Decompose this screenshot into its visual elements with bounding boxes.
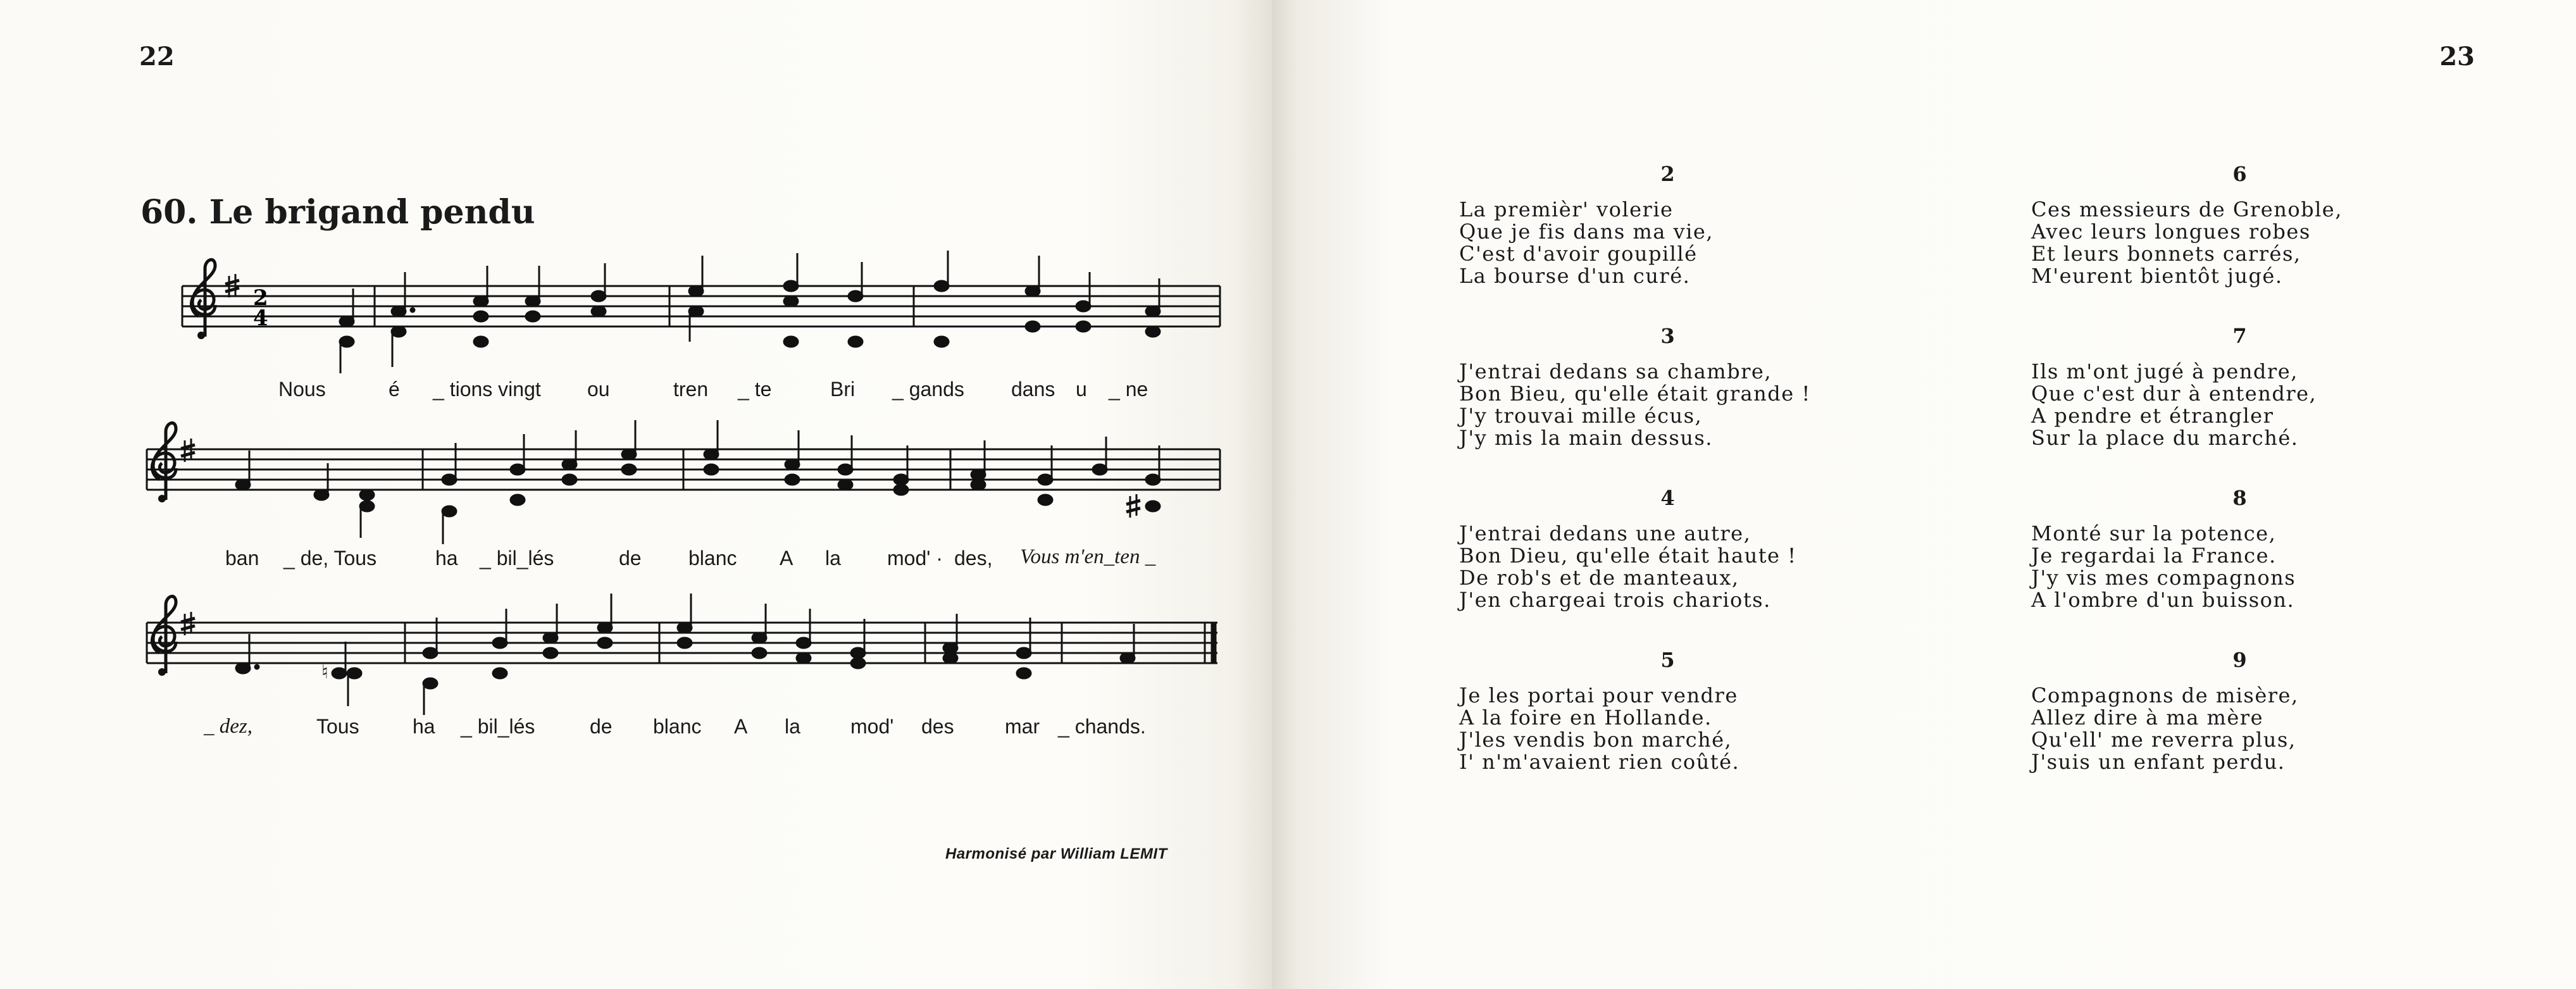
stanza-line: A la foire en Hollande. bbox=[1459, 706, 1712, 730]
stanza-number: 9 bbox=[2232, 648, 2248, 672]
lyric-syllable: mar bbox=[1005, 715, 1040, 738]
stanza-2 bbox=[1459, 162, 1877, 287]
stanza-line: J'y trouvai mille écus, bbox=[1459, 404, 1703, 428]
lyric-syllable: Nous bbox=[278, 378, 326, 401]
lyric-syllable: la bbox=[785, 715, 800, 738]
lyric-syllable: des bbox=[921, 715, 954, 738]
lyric-syllable: dans bbox=[1011, 378, 1055, 401]
natural-sign-icon: ♮ bbox=[321, 661, 328, 683]
song-title: 60. Le brigand pendu bbox=[140, 193, 535, 232]
stanza-6 bbox=[2031, 162, 2449, 287]
stanza-9 bbox=[2031, 648, 2449, 773]
stanza-line: Allez dire à ma mère bbox=[2031, 706, 2264, 730]
stanza-number: 2 bbox=[1660, 162, 1676, 186]
stanza-line: Que c'est dur à entendre, bbox=[2031, 382, 2317, 406]
stanza-5 bbox=[1459, 648, 1877, 773]
time-signature-bottom: 4 bbox=[253, 306, 268, 331]
lyric-syllable: ha bbox=[413, 715, 435, 738]
stanza-7 bbox=[2031, 324, 2449, 449]
left-page bbox=[0, 0, 1272, 989]
arranger-credit: Harmonisé par William LEMIT bbox=[945, 845, 1167, 862]
stanza-number: 5 bbox=[1660, 648, 1676, 672]
stanza-line: La bourse d'un curé. bbox=[1459, 264, 1691, 288]
staff-system-3 bbox=[147, 594, 1217, 715]
time-signature-top: 2 bbox=[253, 285, 268, 311]
stanza-3 bbox=[1459, 324, 1877, 449]
stanza-line: J'y vis mes compagnons bbox=[2031, 566, 2296, 590]
stanza-line: Et leurs bonnets carrés, bbox=[2031, 242, 2301, 266]
stanza-number: 6 bbox=[2232, 162, 2248, 186]
stanza-line: La premièr' volerie bbox=[1459, 197, 1674, 221]
accidental-sharp-icon bbox=[1126, 494, 1140, 518]
lyric-syllable: des, bbox=[954, 547, 993, 569]
page-number-right: 23 bbox=[2439, 42, 2475, 72]
stanza-line: J'entrai dedans sa chambre, bbox=[1459, 359, 1772, 383]
lyric-syllable: mod' bbox=[850, 715, 894, 738]
lyric-syllable: _ dez, bbox=[204, 715, 252, 738]
lyric-syllable: blanc bbox=[688, 547, 737, 569]
stanza-line: Je les portai pour vendre bbox=[1459, 683, 1738, 707]
stanza-line: J'en chargeai trois chariots. bbox=[1459, 588, 1771, 612]
stanza-number: 7 bbox=[2232, 324, 2248, 348]
stanza-line: Bon Dieu, qu'elle était haute ! bbox=[1459, 544, 1797, 568]
stanza-line: A l'ombre d'un buisson. bbox=[2031, 588, 2295, 612]
stanza-line: Ces messieurs de Grenoble, bbox=[2031, 197, 2343, 221]
lyric-syllable: de bbox=[619, 547, 642, 569]
stanza-line: De rob's et de manteaux, bbox=[1459, 566, 1739, 590]
lyric-syllable: _ gands bbox=[892, 378, 964, 401]
stanza-line: Que je fis dans ma vie, bbox=[1459, 220, 1714, 244]
stanza-number: 4 bbox=[1660, 486, 1676, 510]
stanza-line: J'entrai dedans une autre, bbox=[1459, 521, 1752, 545]
right-page bbox=[1272, 0, 2576, 989]
lyric-syllable: _ bil_lés bbox=[461, 715, 535, 738]
lyric-syllable: tren bbox=[673, 378, 709, 401]
stanza-line: Bon Bieu, qu'elle était grande ! bbox=[1459, 382, 1811, 406]
lyric-syllable: u bbox=[1076, 378, 1087, 401]
stanza-line: Compagnons de misère, bbox=[2031, 683, 2299, 707]
staff-system-1 bbox=[182, 251, 1220, 373]
lyric-syllable: ban bbox=[225, 547, 259, 569]
stanza-line: J'suis un enfant perdu. bbox=[2031, 750, 2286, 774]
lyric-syllable: de bbox=[590, 715, 613, 738]
lyric-syllable: Vous m'en_ten _ bbox=[1020, 545, 1156, 568]
page-number-left: 22 bbox=[139, 42, 175, 72]
stanza-line: A pendre et étrangler bbox=[2031, 404, 2274, 428]
lyric-syllable: _ ne bbox=[1109, 378, 1148, 401]
stanza-line: M'eurent bientôt jugé. bbox=[2031, 264, 2283, 288]
stanza-line: J'les vendis bon marché, bbox=[1459, 728, 1733, 752]
stanza-line: I' n'm'avaient rien coûté. bbox=[1459, 750, 1740, 774]
lyric-syllable: _ tions vingt bbox=[433, 378, 541, 401]
lyric-syllable: A bbox=[734, 715, 748, 738]
lyric-syllable: _ de, Tous bbox=[283, 547, 377, 569]
stanza-line: Sur la place du marché. bbox=[2031, 426, 2299, 450]
stanza-8 bbox=[2031, 486, 2449, 611]
staff-system-2 bbox=[147, 420, 1220, 544]
stanza-line: Avec leurs longues robes bbox=[2031, 220, 2311, 244]
stanza-line: Qu'ell' me reverra plus, bbox=[2031, 728, 2296, 752]
lyric-syllable: Tous bbox=[316, 715, 359, 738]
lyric-syllable: mod' · bbox=[887, 547, 943, 569]
lyric-syllable: A bbox=[780, 547, 793, 569]
stanza-4 bbox=[1459, 486, 1877, 611]
stanza-number: 8 bbox=[2232, 486, 2248, 510]
lyric-syllable: ha bbox=[435, 547, 458, 569]
stanza-line: Ils m'ont jugé à pendre, bbox=[2031, 359, 2298, 383]
lyric-syllable: blanc bbox=[653, 715, 702, 738]
stanza-line: Monté sur la potence, bbox=[2031, 521, 2277, 545]
stanza-line: J'y mis la main dessus. bbox=[1459, 426, 1713, 450]
lyric-syllable: Bri bbox=[830, 378, 856, 401]
stanza-number: 3 bbox=[1660, 324, 1676, 348]
lyric-syllable: _ te bbox=[738, 378, 772, 401]
lyric-syllable: ou bbox=[587, 378, 610, 401]
lyric-syllable: é bbox=[389, 378, 400, 401]
lyric-syllable: la bbox=[825, 547, 841, 569]
stanza-line: Je regardai la France. bbox=[2031, 544, 2277, 568]
lyric-syllable: _ chands. bbox=[1058, 715, 1146, 738]
stanza-line: C'est d'avoir goupillé bbox=[1459, 242, 1698, 266]
lyric-syllable: _ bil_lés bbox=[480, 547, 554, 569]
